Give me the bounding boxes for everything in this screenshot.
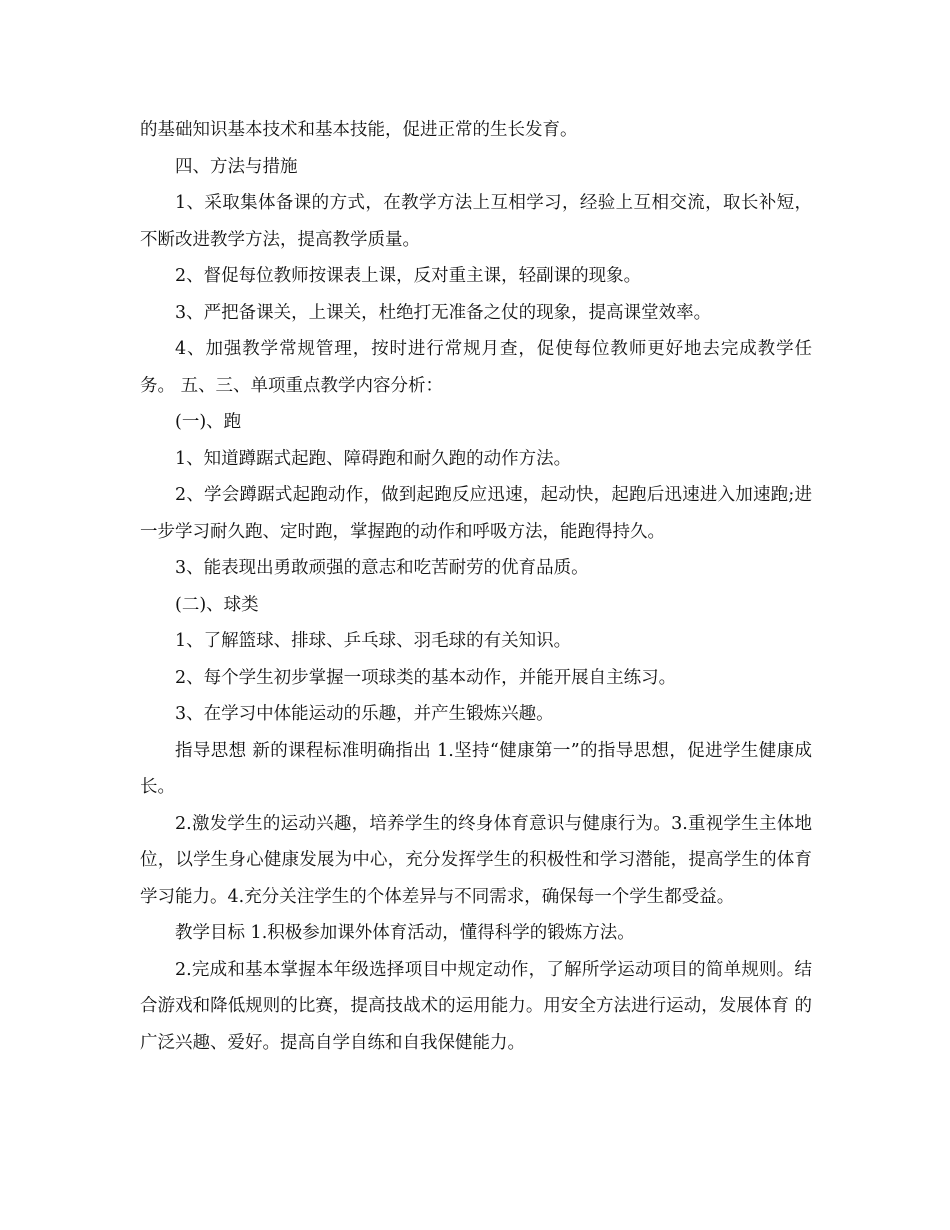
section-heading: (一)、跑	[175, 412, 242, 432]
paragraph: 2、学会蹲踞式起跑动作，做到起跑反应迅速，起动快，起跑后迅速进入加速跑;进一步学习耐久跑、定时跑，掌握跑的动作和呼吸方法，能跑得持久。	[140, 485, 812, 542]
paragraph: 2.完成和基本掌握本年级选择项目中规定动作，了解所学运动项目的简单规则。结合游戏和降低规则的比赛，提高技战术的运用能力。用安全方法进行运动，发展体育 的广泛兴趣、爱好。提高自学自练和自我保健能力。	[140, 959, 812, 1053]
paragraph: 教学目标 1.积极参加课外体育活动，懂得科学的锻炼方法。	[175, 923, 635, 943]
paragraph: 的基础知识基本技术和基本技能，促进正常的生长发育。	[140, 120, 578, 140]
paragraph: 4、加强教学常规管理，按时进行常规月查，促使每位教师更好地去完成教学任务。 五、三、单项重点教学内容分析：	[140, 339, 812, 396]
paragraph: 1、知道蹲踞式起跑、障碍跑和耐久跑的动作方法。	[175, 448, 572, 469]
paragraph: 1、了解篮球、排球、乒乓球、羽毛球的有关知识。	[175, 631, 572, 651]
paragraph: 2、每个学生初步掌握一项球类的基本动作，并能开展自主练习。	[175, 667, 677, 688]
paragraph: 1、采取集体备课的方式，在教学方法上互相学习，经验上互相交流，取长补短，不断改进教学方法，提高教学质量。	[140, 193, 812, 250]
document-body	[140, 112, 812, 1061]
paragraph: 2、督促每位教师按课表上课，反对重主课，轻副课的现象。	[175, 266, 642, 286]
paragraph: 3、在学习中体能运动的乐趣，并产生锻炼兴趣。	[175, 704, 554, 724]
paragraph: 2.激发学生的运动兴趣，培养学生的终身体育意识与健康行为。3.重视学生主体地位，以学生身心健康发展为中心，充分发挥学生的积极性和学习潜能，提高学生的体育学习能力。4.充分关注学生的个体差异与不同需求，确保每一个学生都受益。	[140, 813, 812, 907]
paragraph: 指导思想 新的课程标准明确指出 1.坚持“健康第一”的指导思想，促进学生健康成长。	[140, 740, 812, 797]
paragraph: 3、严把备课关，上课关，杜绝打无准备之仗的现象，提高课堂效率。	[175, 302, 712, 323]
paragraph: 3、能表现出勇敢顽强的意志和吃苦耐劳的优育品质。	[175, 558, 589, 578]
section-heading: 四、方法与措施	[175, 156, 298, 177]
section-heading: (二)、球类	[175, 594, 259, 615]
